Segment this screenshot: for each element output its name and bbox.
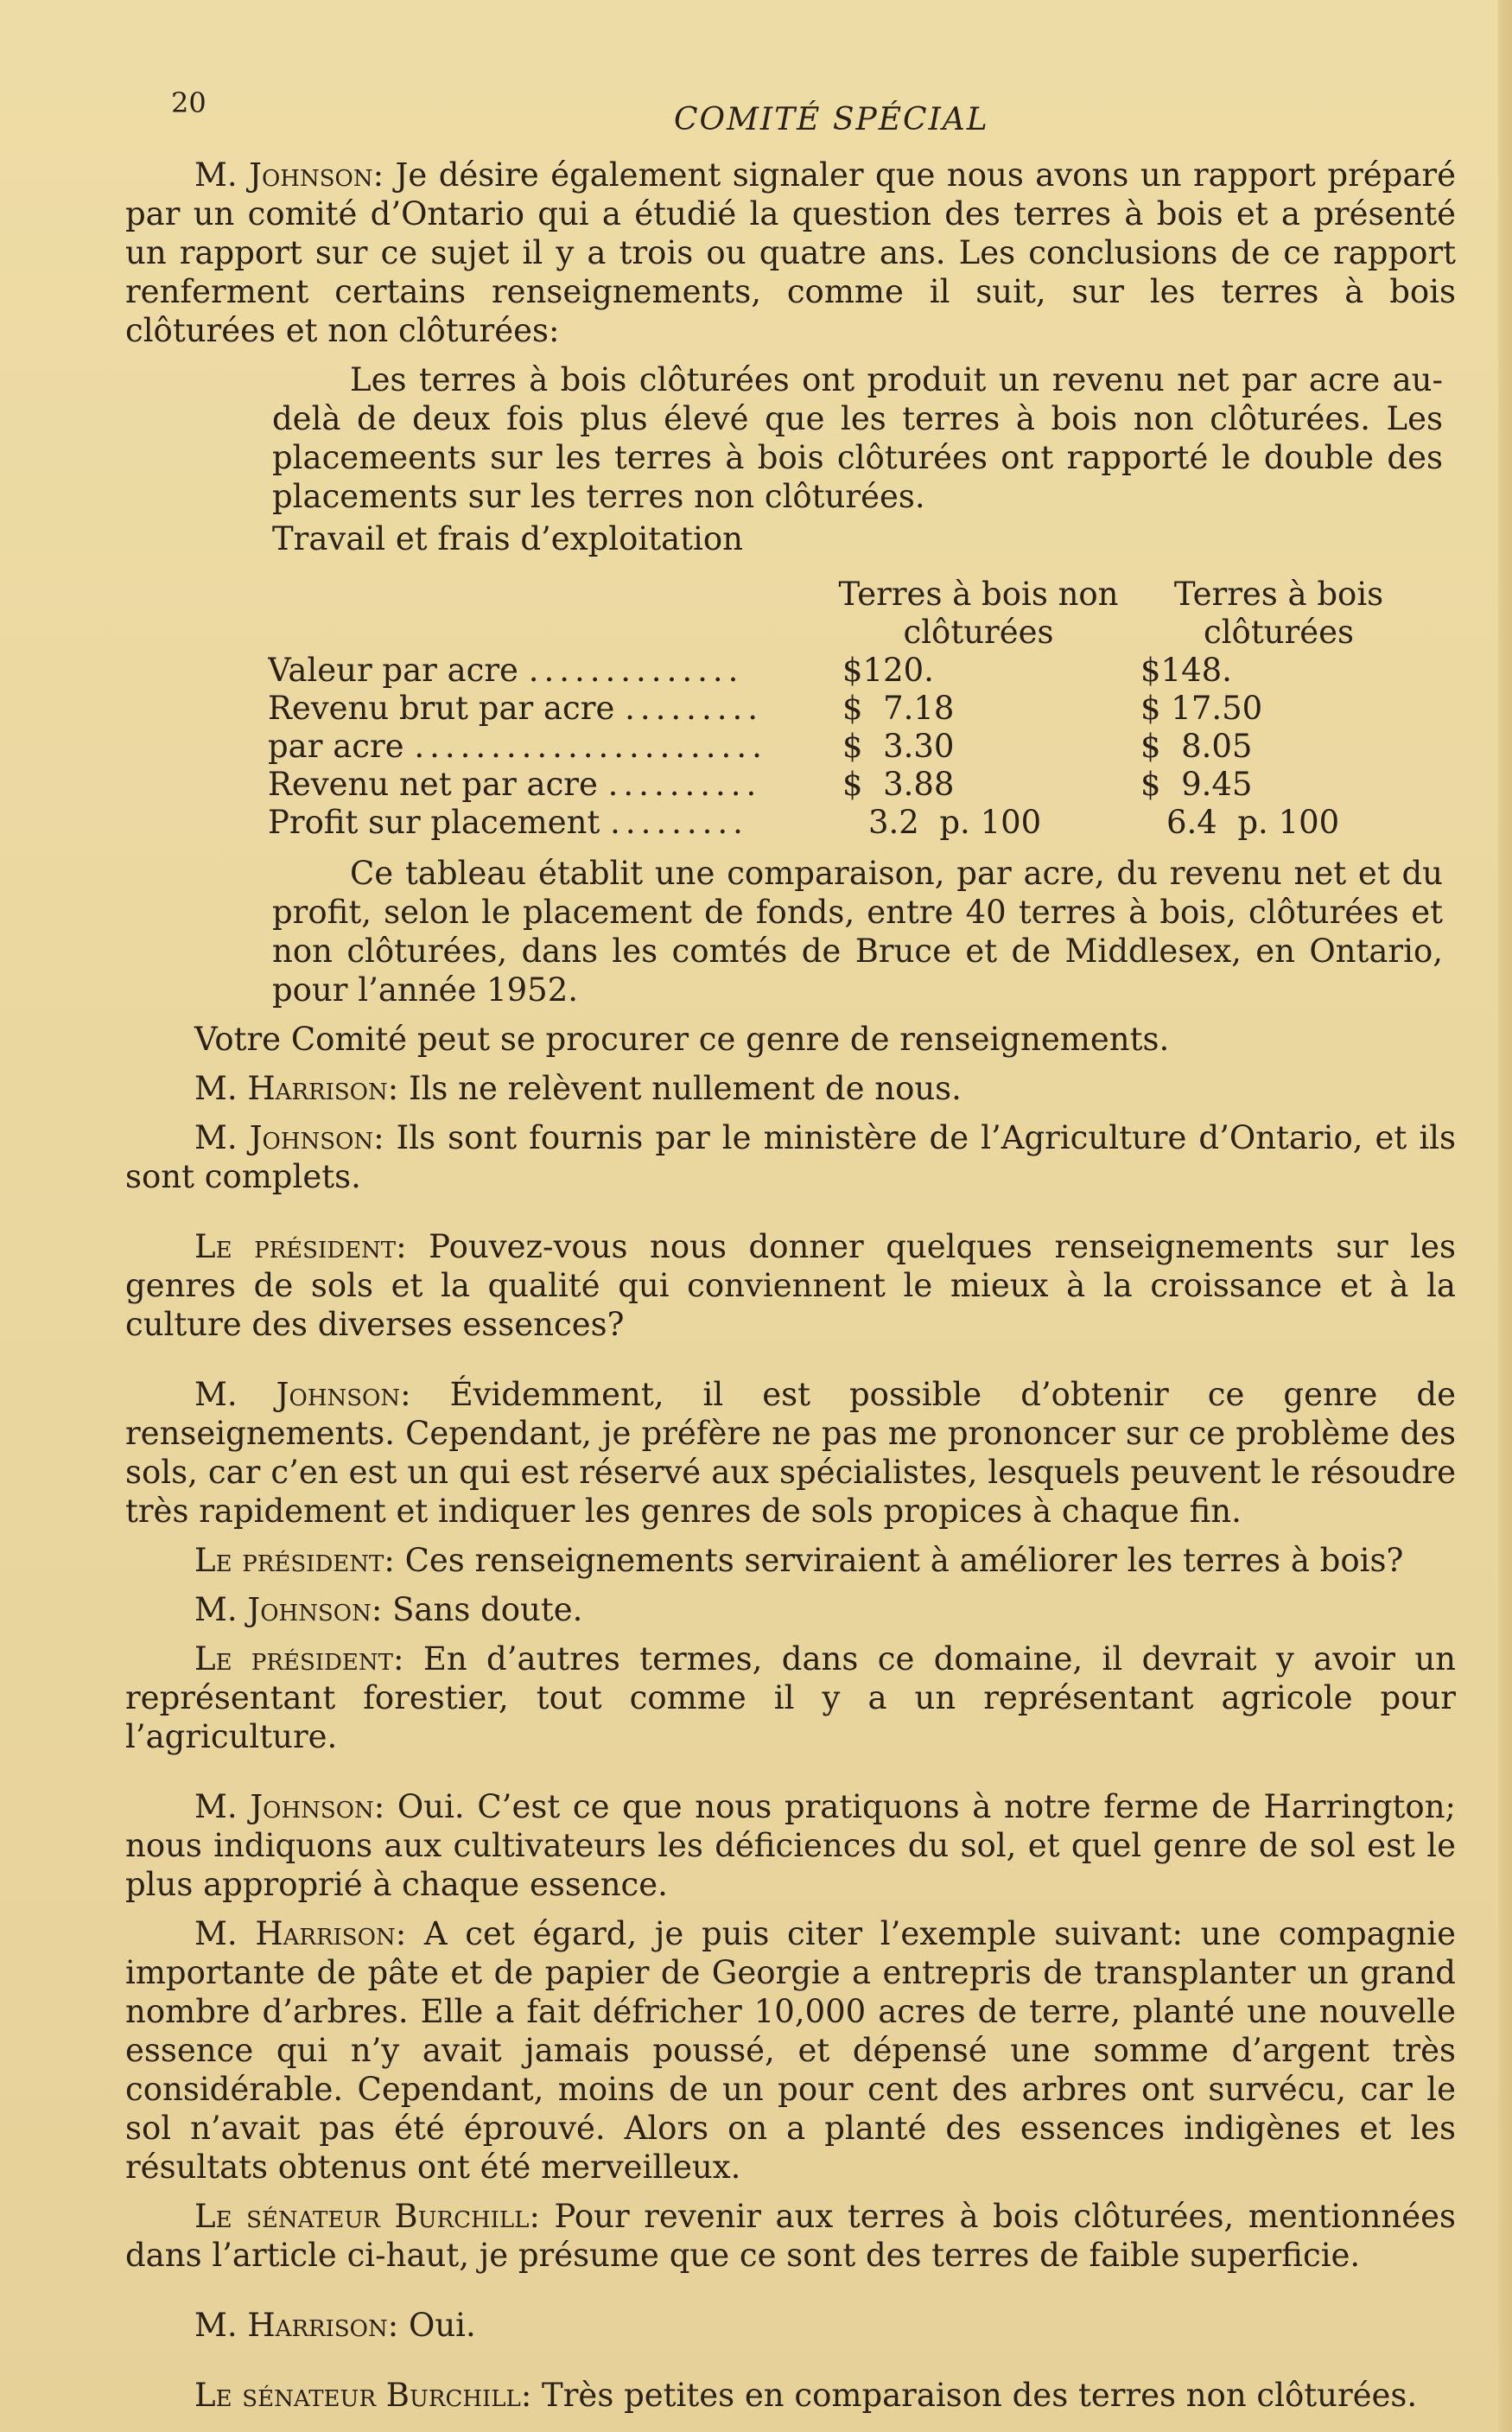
dialogue-entry [125,1118,1456,1196]
speaker-name: M. Johnson: [194,156,384,194]
leader-dots: .......... [607,766,762,803]
page-edge [1498,0,1512,2432]
speech-text: Évidemment, il est possible d’obtenir ce genre de renseignements. Cependant, je préfère ne pas me prononcer sur ce problème des sols, car c’en est un qui est réservé aux spécialistes, lesquels peuvent le résoudre très rapidement et indiquer les genres de sols propices à chaque fin. [125,1376,1456,1530]
speaker-name: M. Johnson: [194,1119,384,1156]
dialogue-entry [125,1590,1456,1629]
column-header-fenced: Terres à bois clôturées [1173,576,1384,651]
value-fenced: $ 17.50 [1140,690,1263,727]
table-row [268,804,1417,842]
page-number: 20 [171,86,206,119]
dialogue-entry [125,2197,1456,2275]
value-fenced: $ 9.45 [1140,766,1253,803]
speech-text: Je désire également signaler que nous avons un rapport préparé par un comité d’Ontario qui a étudié la question des terres à bois et a présenté un rapport sur ce sujet il y a trois ou quatre ans. Les conclusions de ce rapport renferment certains renseignements, comme il suit, sur les terres à bois clôturées et non clôturées: [125,156,1456,349]
dialogue-entry [125,2306,1456,2345]
leader-dots: .............. [528,652,744,689]
speech-text: Ces renseignements serviraient à améliorer les terres à bois? [394,1542,1404,1579]
speaker-name: Le président: [194,1542,395,1579]
speaker-name: M. Harrison: [194,2307,399,2344]
dialogue [125,1069,1456,2415]
leader-dots: ......... [610,804,748,841]
leader-dots: ....................... [414,728,767,765]
speech-text: Ils ne relèvent nullement de nous. [398,1070,962,1107]
value-unfenced: 3.2 p. 100 [868,804,1042,841]
speech-text: Pouvez-vous nous donner quelques renseignements sur les genres de sols et la qualité qui conviennent le mieux à la croissance et à la culture des diverses essences? [125,1228,1456,1343]
speech-text: Ils sont fournis par le ministère de l’Agriculture d’Ontario, et ils sont complets. [125,1119,1456,1195]
value-fenced: $ 8.05 [1140,728,1253,765]
value-fenced: 6.4 p. 100 [1166,804,1340,841]
table-header-row [268,576,1417,652]
table-row [268,652,1417,690]
speaker-name: Le sénateur Burchill: [194,2377,532,2414]
speaker-name: M. Johnson: [194,1788,385,1825]
speaker-name: Le sénateur Burchill: [194,2198,540,2235]
value-unfenced: $120. [842,652,934,689]
dialogue-entry [125,1914,1456,2187]
page-body [125,156,1456,2425]
speech-text: Oui. C’est ce que nous pratiquons à notre ferme de Harrington; nous indiquons aux cultivateurs les déficiences du sol, et quel genre de sol est le plus approprié à chaque essence. [125,1788,1456,1903]
column-header-unfenced: Terres à bois non clôturées [838,576,1119,651]
dialogue-entry [125,1375,1456,1531]
speech-text: A cet égard, je puis citer l’exemple suivant: une compagnie importante de pâte et de papier de Georgie a entrepris de transplanter un grand nombre d’arbres. Elle a fait défricher 10,000 acres de terre, planté une nouvelle essence qui n’y avait jamais poussé, et dépensé une somme d’argent très considérable. Cependant, moins de un pour cent des arbres ont survécu, car le sol n’avait pas été éprouvé. Alors on a planté des essences indigènes et les résultats obtenus ont été merveilleux. [125,1915,1456,2186]
value-fenced: $148. [1140,652,1232,689]
dialogue-entry [125,1227,1456,1344]
table-row [268,690,1417,728]
dialogue-entry [125,2376,1456,2415]
dialogue-entry [125,1541,1456,1580]
speaker-name: Le président: [194,1228,407,1265]
quoted-subhead: Travail et frais d’exploitation [272,520,743,557]
row-label: Valeur par acre [268,652,518,689]
speech-text: Oui. [398,2307,476,2344]
dialogue-entry [125,1787,1456,1904]
table-row [268,728,1417,766]
table-note: Ce tableau établit une comparaison, par acre, du revenu net et du profit, selon le placement de fonds, entre 40 terres à bois, clôturées et non clôturées, dans les comtés de Bruce et de Middlesex, en Ontario, pour l’année 1952. [272,855,1443,1009]
speech-text: En d’autres termes, dans ce domaine, il devrait y avoir un représentant forestier, tout comme il y a un représentant agricole pour l’agriculture. [125,1640,1456,1755]
value-unfenced: $ 3.30 [842,728,955,765]
running-head: COMITÉ SPÉCIAL [674,102,989,137]
speaker-name: M. Johnson: [194,1376,411,1413]
row-label: par acre [268,728,404,765]
table-note-block [125,854,1456,1009]
row-label: Revenu brut par acre [268,690,615,727]
leader-dots: ......... [625,690,763,727]
comparison-table [268,576,1417,842]
speaker-name: M. Harrison: [194,1070,399,1107]
speech-text: Sans doute. [382,1591,583,1628]
after-paragraph: Votre Comité peut se procurer ce genre de renseignements. [194,1021,1170,1058]
value-unfenced: $ 3.88 [842,766,955,803]
table-row [268,766,1417,804]
speaker-name: Le président: [194,1640,404,1678]
quoted-report-text: Les terres à bois clôturées ont produit un revenu net par acre au-delà de deux fois plus élevé que les terres à bois non clôturées. Les placemeents sur les terres à bois clôturées ont rapporté le double des placements sur les terres non clôturées. [272,361,1443,515]
speech-text: Pour revenir aux terres à bois clôturées, mentionnées dans l’article ci-haut, je présume que ce sont des terres de faible superficie. [125,2198,1456,2274]
speech-text: Très petites en comparaison des terres non clôturées. [531,2377,1418,2414]
speaker-name: M. Harrison: [194,1915,407,1952]
dialogue-entry [125,1639,1456,1756]
intro-paragraph [125,156,1456,350]
speaker-name: M. Johnson: [194,1591,383,1628]
row-label: Revenu net par acre [268,766,598,803]
row-label: Profit sur placement [268,804,600,841]
dialogue-entry [125,1069,1456,1108]
value-unfenced: $ 7.18 [842,690,955,727]
quoted-report [125,360,1456,516]
